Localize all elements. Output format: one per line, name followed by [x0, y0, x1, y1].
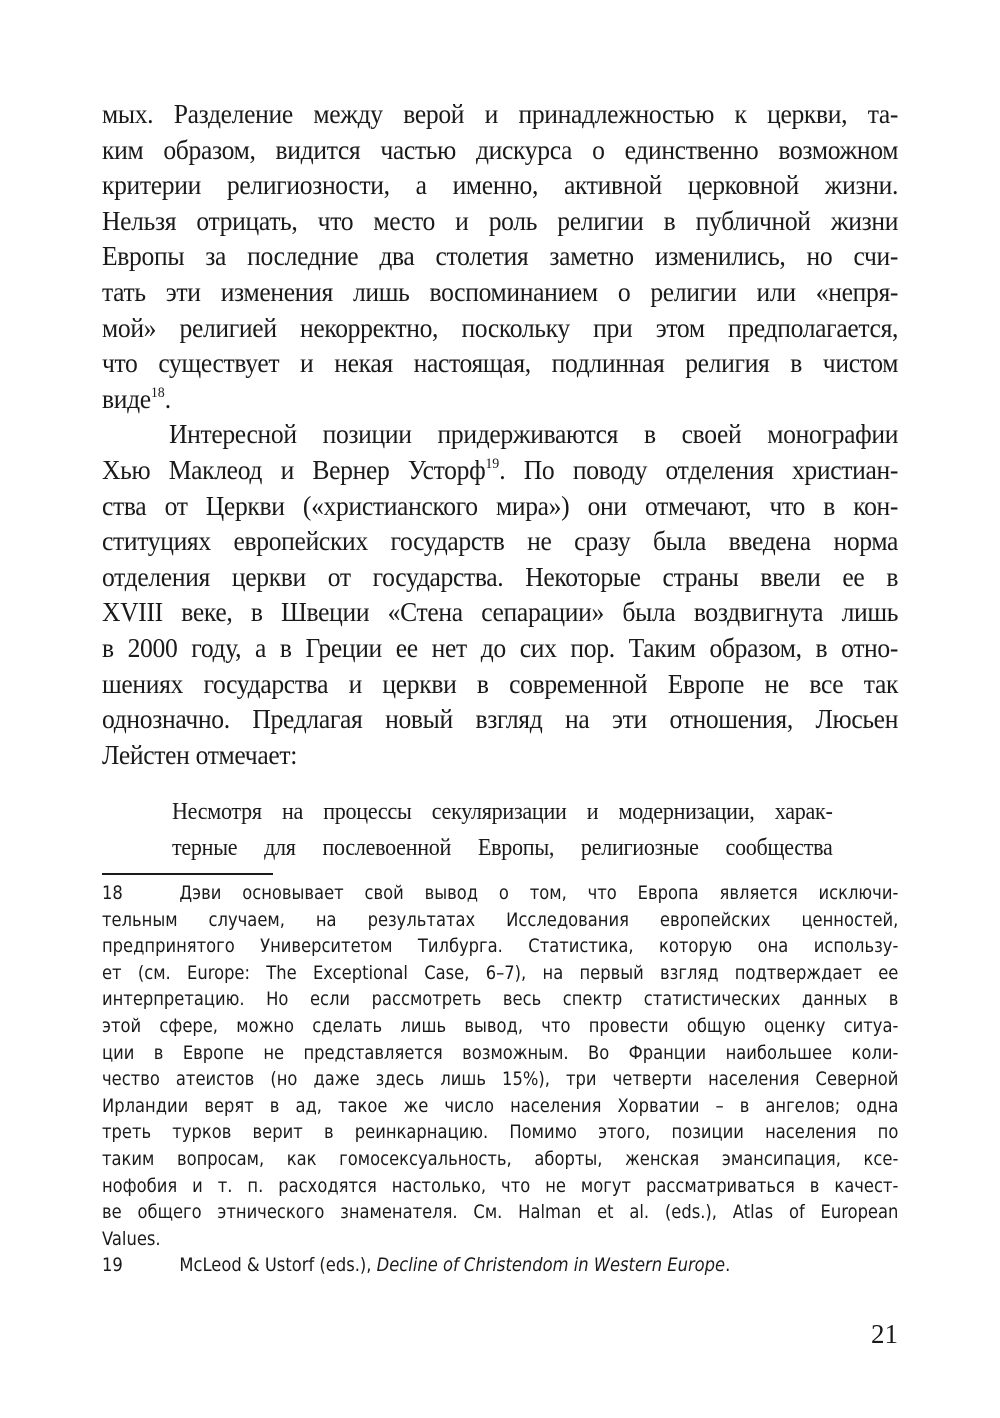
text-line: однозначно. Предлагая новый взгляд на эти отношения, Люсьен — [102, 703, 899, 735]
page-number: 21 — [871, 1319, 898, 1349]
text-line: Нельзя отрицать, что место и роль религии в публичной жизни — [102, 204, 899, 236]
footnote-number: 18 — [102, 882, 123, 904]
footnote-separator — [102, 873, 273, 875]
footnote-line: Ирландии верят в ад, такое же число населения Хорватии – в ангелов; одна — [102, 1094, 899, 1117]
footnote-ref-18[interactable]: 18 — [150, 384, 165, 401]
footnote-line — [102, 1252, 898, 1279]
text-fragment: Хью Маклеод и Вернер Усторф — [102, 453, 486, 485]
footnote-number: 19 — [102, 1254, 123, 1277]
footnote-line: нофобия и т. п. расходятся настолько, что не могут рассматриваться в качест- — [102, 1174, 899, 1197]
text-line: что существует и некая настоящая, подлинная религия в чистом — [102, 347, 899, 379]
text-fragment: . По поводу отделения христиан- — [499, 453, 899, 485]
footnote-line: Values. — [102, 1227, 161, 1250]
footnote-line: ции в Европе не представляется возможным. Во Франции наибольшее коли- — [102, 1041, 899, 1064]
footnote-line: ет (см. Europe: The Exceptional Case, 6–7), на первый взгляд подтверждает ее — [102, 961, 899, 984]
footnote-line — [102, 880, 898, 907]
text-line: XVIII веке, в Швеции «Стена сепарации» была воздвигнута лишь — [102, 596, 899, 628]
text-fragment: . — [725, 1254, 731, 1277]
text-fragment: виде — [102, 382, 151, 414]
text-line: шениях государства и церкви в современной Европе не все так — [102, 667, 899, 699]
footnote-19 — [102, 1252, 898, 1279]
paragraph-1 — [102, 96, 898, 416]
footnote-line: интерпретацию. Но если рассмотреть весь спектр статистических данных в — [102, 988, 899, 1011]
text-line: критерии религиозности, а именно, активной церковной жизни. — [102, 169, 899, 201]
text-fragment: McLeod & Ustorf (eds.), — [179, 1254, 377, 1277]
paragraph-2 — [102, 416, 898, 772]
quote-line: терные для послевоенной Европы, религиозные сообщества — [172, 835, 833, 861]
footnote-line: чество атеистов (но даже здесь лишь 15%), три четверти населения Северной — [102, 1068, 899, 1091]
block-quote — [172, 794, 898, 866]
text-line: ства от Церкви («христианского мира») они отмечают, что в кон- — [102, 489, 899, 521]
text-line: в 2000 году, а в Греции ее нет до сих пор. Таким образом, в отно- — [102, 631, 899, 663]
quote-line: Несмотря на процессы секуляризации и модернизации, харак- — [172, 799, 833, 825]
text-line: отделения церкви от государства. Некоторые страны ввели ее в — [102, 560, 899, 592]
footnote-line: этой сфере, можно сделать лишь вывод, что провести общую оценку ситуа- — [102, 1014, 899, 1037]
text-line: ким образом, видится частью дискурса о единственно возможном — [102, 133, 899, 165]
text-line: Европы за последние два столетия заметно изменились, но счи- — [102, 240, 899, 272]
text-line: Лейстен отмечает: — [102, 738, 298, 770]
text-line — [102, 381, 898, 417]
text-line: мой» религией некорректно, поскольку при этом предполагается, — [102, 311, 899, 343]
footnote-line: предпринятого Университетом Тилбурга. Статистика, которую она использу- — [102, 935, 899, 958]
footnote-line: треть турков верит в реинкарнацию. Помимо этого, позиции населения по — [102, 1121, 899, 1144]
footnotes — [102, 880, 898, 1279]
footnote-line: таким вопросам, как гомосексуальность, аборты, женская эмансипация, ксе- — [102, 1147, 899, 1170]
text-line: ституциях европейских государств не сразу была введена норма — [102, 525, 899, 557]
document-page — [102, 96, 898, 772]
text-line: Интересной позиции придерживаются в своей монографии — [168, 418, 899, 450]
footnote-18 — [102, 880, 898, 1252]
book-title: Decline of Christendom in Western Europe — [376, 1254, 726, 1277]
text-fragment: . — [164, 382, 171, 414]
text-fragment: Дэви основывает свой вывод о том, что Европа является исключи- — [179, 882, 899, 904]
text-line: мых. Разделение между верой и принадлежностью к церкви, та- — [102, 98, 899, 129]
footnote-ref-19[interactable]: 19 — [485, 455, 500, 472]
footnote-line: тельным случаем, на результатах Исследования европейских ценностей, — [102, 908, 899, 931]
text-line: тать эти изменения лишь воспоминанием о религии или «непря- — [102, 275, 899, 307]
text-line — [102, 452, 898, 488]
footnote-line: ве общего этнического знаменателя. См. Halman et al. (eds.), Atlas of European — [102, 1201, 899, 1224]
